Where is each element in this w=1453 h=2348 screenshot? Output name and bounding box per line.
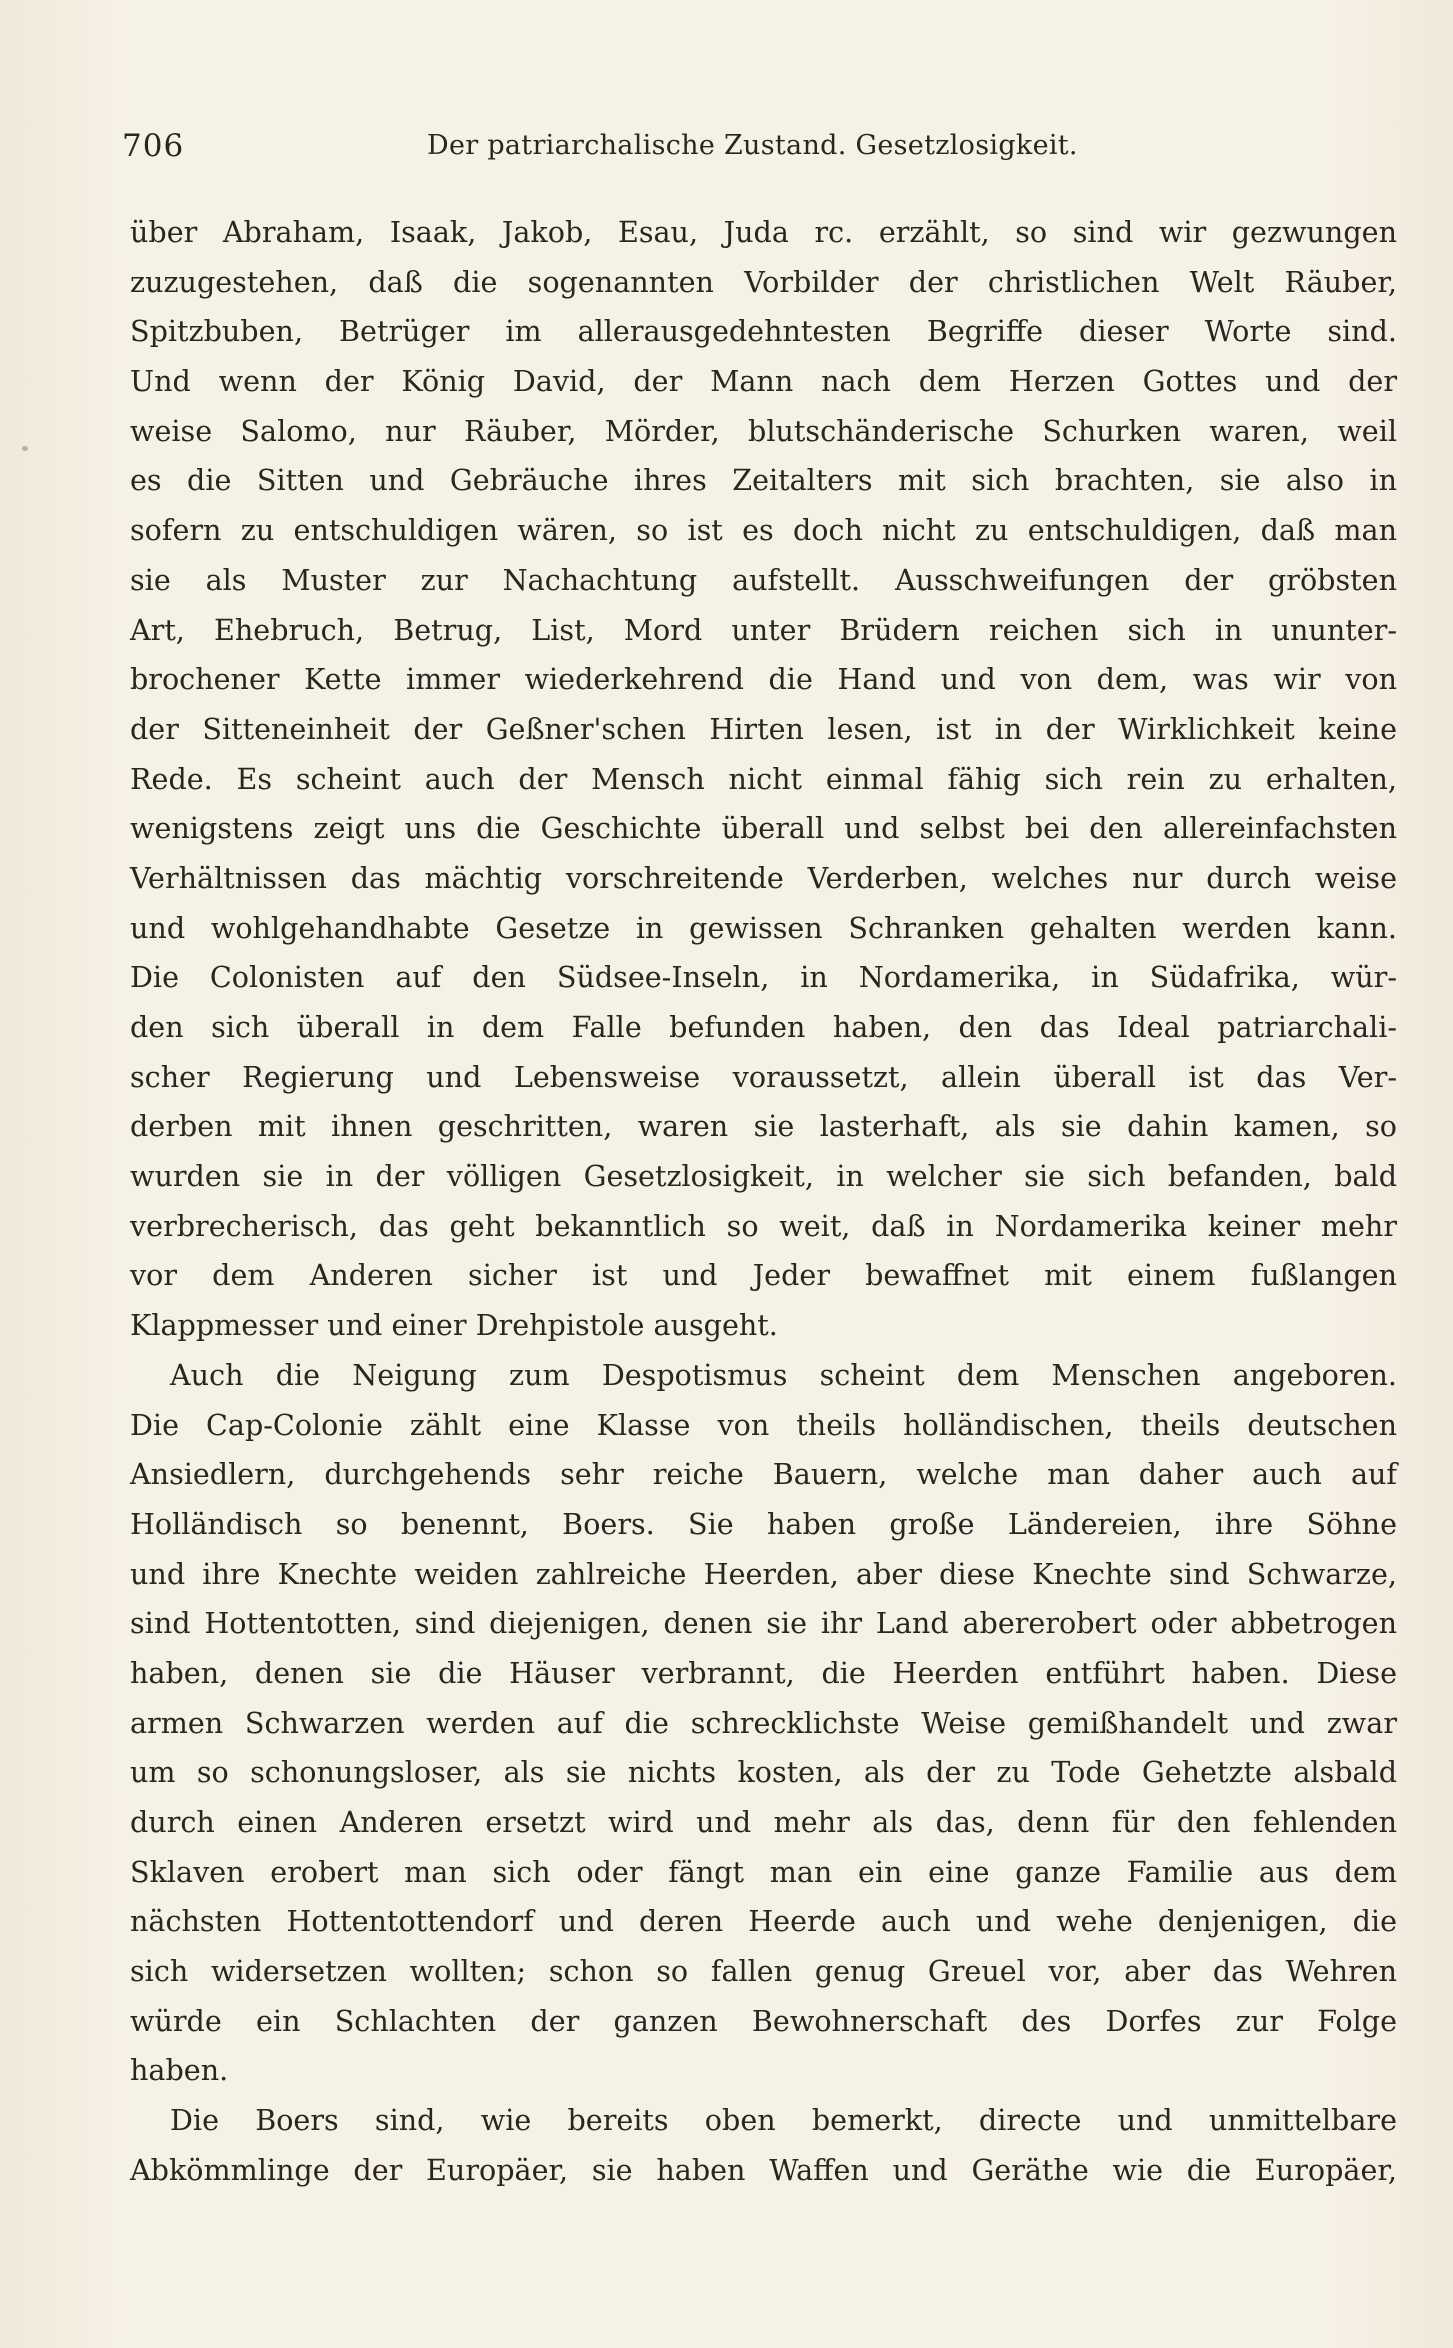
text-line: und wohlgehandhabte Gesetze in gewissen Schranken gehalten werden kann.	[130, 910, 1397, 945]
text-line: brochener Kette immer wiederkehrend die Hand und von dem, was wir von	[130, 662, 1397, 697]
text-line: über Abraham, Isaak, Jakob, Esau, Juda rc. erzählt, so sind wir gezwungen	[130, 215, 1397, 249]
page-header	[122, 128, 1402, 168]
text-line: Abkömmlinge der Europäer, sie haben Waffen und Geräthe wie die Europäer,	[130, 2152, 1397, 2187]
margin-ink-mark	[22, 446, 28, 451]
text-line: armen Schwarzen werden auf die schrecklichste Weise gemißhandelt und zwar	[130, 1705, 1397, 1740]
text-line: haben.	[130, 2053, 229, 2088]
text-line: scher Regierung und Lebensweise voraussetzt, allein überall ist das Ver-	[130, 1059, 1397, 1094]
text-line: Die Colonisten auf den Südsee-Inseln, in Nordamerika, in Südafrika, wür-	[130, 960, 1397, 995]
text-line: den sich überall in dem Falle befunden haben, den das Ideal patriarchali-	[130, 1010, 1397, 1044]
text-line: Und wenn der König David, der Mann nach dem Herzen Gottes und der	[130, 364, 1397, 399]
text-line: es die Sitten und Gebräuche ihres Zeitalters mit sich brachten, sie also in	[130, 463, 1397, 498]
text-line: sofern zu entschuldigen wären, so ist es doch nicht zu entschuldigen, daß man	[130, 513, 1397, 548]
text-line: zuzugestehen, daß die sogenannten Vorbilder der christlichen Welt Räuber,	[130, 264, 1397, 299]
text-line: nächsten Hottentottendorf und deren Heerde auch und wehe denjenigen, die	[130, 1904, 1397, 1939]
text-line: haben, denen sie die Häuser verbrannt, die Heerden entführt haben. Diese	[130, 1655, 1397, 1690]
text-line: der Sitteneinheit der Geßner'schen Hirten lesen, ist in der Wirklichkeit keine	[130, 711, 1397, 746]
text-line: verbrecherisch, das geht bekanntlich so weit, daß in Nordamerika keiner mehr	[130, 1208, 1397, 1243]
text-line: Die Boers sind, wie bereits oben bemerkt, directe und unmittelbare	[170, 2103, 1397, 2138]
text-line: Holländisch so benennt, Boers. Sie haben große Ländereien, ihre Söhne	[130, 1506, 1397, 1541]
text-line: Art, Ehebruch, Betrug, List, Mord unter Brüdern reichen sich in ununter-	[130, 612, 1397, 647]
text-line: würde ein Schlachten der ganzen Bewohnerschaft des Dorfes zur Folge	[130, 2003, 1397, 2038]
text-line: wenigstens zeigt uns die Geschichte überall und selbst bei den allereinfachsten	[130, 811, 1397, 846]
text-line: Sklaven erobert man sich oder fängt man ein eine ganze Familie aus dem	[130, 1854, 1397, 1889]
text-line: vor dem Anderen sicher ist und Jeder bewaffnet mit einem fußlangen	[130, 1258, 1397, 1293]
text-line: wurden sie in der völligen Gesetzlosigkeit, in welcher sie sich befanden, bald	[130, 1159, 1397, 1194]
text-line: weise Salomo, nur Räuber, Mörder, blutschänderische Schurken waren, weil	[130, 413, 1397, 448]
running-head: Der patriarchalische Zustand. Gesetzlosigkeit.	[427, 130, 1078, 161]
text-line: sie als Muster zur Nachachtung aufstellt. Ausschweifungen der gröbsten	[130, 562, 1397, 597]
text-line: sind Hottentotten, sind diejenigen, denen sie ihr Land abererobert oder abbetrogen	[130, 1606, 1397, 1641]
text-line: Auch die Neigung zum Despotismus scheint dem Menschen angeboren.	[170, 1357, 1397, 1392]
text-line: derben mit ihnen geschritten, waren sie lasterhaft, als sie dahin kamen, so	[130, 1109, 1397, 1144]
text-line: Rede. Es scheint auch der Mensch nicht einmal fähig sich rein zu erhalten,	[130, 761, 1397, 796]
text-line: Ansiedlern, durchgehends sehr reiche Bauern, welche man daher auch auf	[130, 1457, 1397, 1492]
body-text	[130, 208, 1397, 2196]
text-line: Verhältnissen das mächtig vorschreitende Verderben, welches nur durch weise	[130, 860, 1397, 895]
text-line: um so schonungsloser, als sie nichts kosten, als der zu Tode Gehetzte alsbald	[130, 1755, 1397, 1790]
text-line: Spitzbuben, Betrüger im allerausgedehntesten Begriffe dieser Worte sind.	[130, 314, 1397, 349]
text-line: Die Cap-Colonie zählt eine Klasse von theils holländischen, theils deutschen	[130, 1407, 1397, 1442]
text-line: durch einen Anderen ersetzt wird und mehr als das, denn für den fehlenden	[130, 1805, 1397, 1839]
page-number: 706	[122, 128, 185, 164]
text-line: und ihre Knechte weiden zahlreiche Heerden, aber diese Knechte sind Schwarze,	[130, 1556, 1397, 1591]
text-line: Klappmesser und einer Drehpistole ausgeht.	[130, 1308, 778, 1343]
text-line: sich widersetzen wollten; schon so fallen genug Greuel vor, aber das Wehren	[130, 1954, 1397, 1989]
